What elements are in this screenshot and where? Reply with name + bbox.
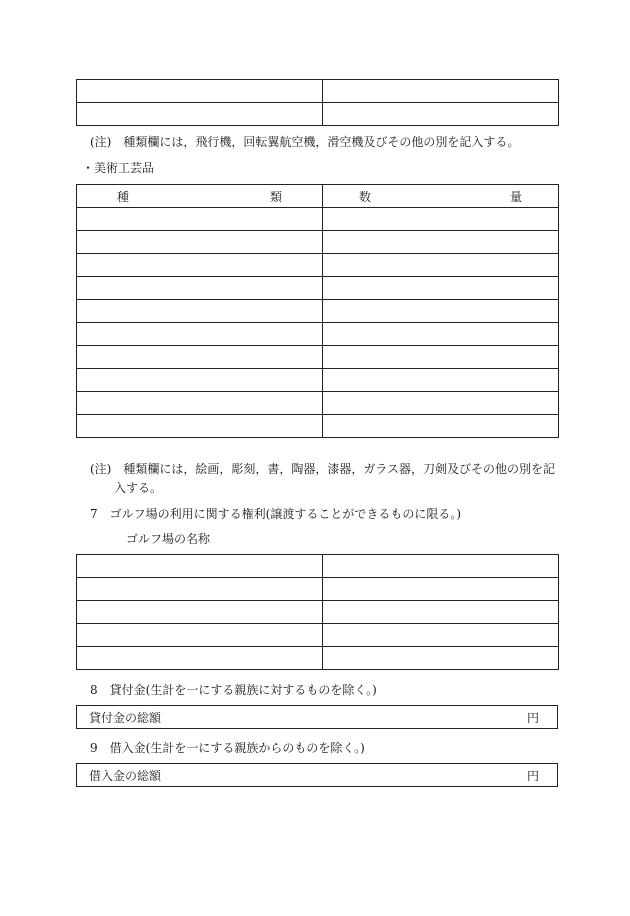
- aircraft-note: (注) 種類欄には，飛行機，回転翼航空機，滑空機及びその他の別を記入する。: [90, 135, 520, 149]
- table-cell[interactable]: [323, 323, 559, 346]
- column-header-quantity-char2: 量: [509, 189, 522, 204]
- art-note-line1: (注) 種類欄には，絵画，彫刻，書，陶器，漆器，ガラス器，刀剣及びその他の別を記: [90, 462, 556, 476]
- table-cell[interactable]: [77, 323, 323, 346]
- column-header-quantity: [323, 185, 559, 208]
- table-cell[interactable]: [323, 80, 559, 103]
- column-header-type-char2: 類: [269, 189, 282, 204]
- table-cell[interactable]: [77, 346, 323, 369]
- table-cell[interactable]: [323, 103, 559, 126]
- table-header-row: [77, 185, 559, 208]
- table-cell[interactable]: [77, 277, 323, 300]
- loans-heading: 8 貸付金(生計を一にする親族に対するものを除く。): [90, 683, 377, 697]
- table-row: [77, 647, 559, 670]
- table-cell[interactable]: [77, 578, 323, 601]
- table-row: [77, 624, 559, 647]
- table-row: [77, 103, 559, 126]
- loans-total-box[interactable]: [76, 705, 558, 729]
- golf-table: [76, 554, 559, 670]
- table-cell[interactable]: [323, 392, 559, 415]
- borrowings-heading: 9 借入金(生計を一にする親族からのものを除く。): [90, 741, 365, 755]
- table-cell[interactable]: [77, 415, 323, 438]
- table-cell[interactable]: [77, 624, 323, 647]
- borrowings-total-unit: 円: [526, 768, 539, 783]
- table-cell[interactable]: [77, 300, 323, 323]
- loans-total-unit: 円: [526, 710, 539, 725]
- table-cell[interactable]: [323, 231, 559, 254]
- table-cell[interactable]: [323, 555, 559, 578]
- table-row: [77, 392, 559, 415]
- table-cell[interactable]: [323, 601, 559, 624]
- borrowings-total-label: 借入金の総額: [89, 768, 162, 783]
- table-cell[interactable]: [77, 208, 323, 231]
- art-heading: ・美術工芸品: [82, 161, 155, 175]
- table-row: [77, 369, 559, 392]
- table-cell[interactable]: [323, 208, 559, 231]
- table-row: [77, 277, 559, 300]
- table-row: [77, 208, 559, 231]
- golf-heading: 7 ゴルフ場の利用に関する権利(譲渡することができるものに限る。): [90, 507, 462, 521]
- table-row: [77, 578, 559, 601]
- table-row: [77, 415, 559, 438]
- table-cell[interactable]: [77, 601, 323, 624]
- art-note-line2: 入する。: [114, 481, 163, 495]
- table-row: [77, 80, 559, 103]
- art-table: [76, 184, 559, 438]
- table-row: [77, 231, 559, 254]
- table-cell[interactable]: [323, 277, 559, 300]
- column-header-type-char1: 種: [117, 189, 130, 204]
- table-cell[interactable]: [323, 300, 559, 323]
- table-cell[interactable]: [323, 647, 559, 670]
- table-row: [77, 323, 559, 346]
- borrowings-total-box[interactable]: [76, 763, 558, 787]
- table-cell[interactable]: [323, 624, 559, 647]
- table-cell[interactable]: [323, 254, 559, 277]
- table-cell[interactable]: [77, 369, 323, 392]
- table-row: [77, 555, 559, 578]
- table-cell[interactable]: [77, 231, 323, 254]
- table-cell[interactable]: [323, 369, 559, 392]
- loans-total-label: 貸付金の総額: [89, 710, 162, 725]
- table-cell[interactable]: [77, 254, 323, 277]
- table-cell[interactable]: [323, 578, 559, 601]
- table-cell[interactable]: [77, 647, 323, 670]
- golf-subheading: ゴルフ場の名称: [126, 532, 211, 546]
- table-row: [77, 346, 559, 369]
- table-cell[interactable]: [77, 80, 323, 103]
- table-cell[interactable]: [77, 392, 323, 415]
- table-cell[interactable]: [77, 103, 323, 126]
- table-cell[interactable]: [323, 346, 559, 369]
- aircraft-table: [76, 79, 559, 126]
- table-row: [77, 300, 559, 323]
- column-header-type: [77, 185, 323, 208]
- table-cell[interactable]: [323, 415, 559, 438]
- table-row: [77, 254, 559, 277]
- table-row: [77, 601, 559, 624]
- column-header-quantity-char1: 数: [359, 189, 372, 204]
- table-cell[interactable]: [77, 555, 323, 578]
